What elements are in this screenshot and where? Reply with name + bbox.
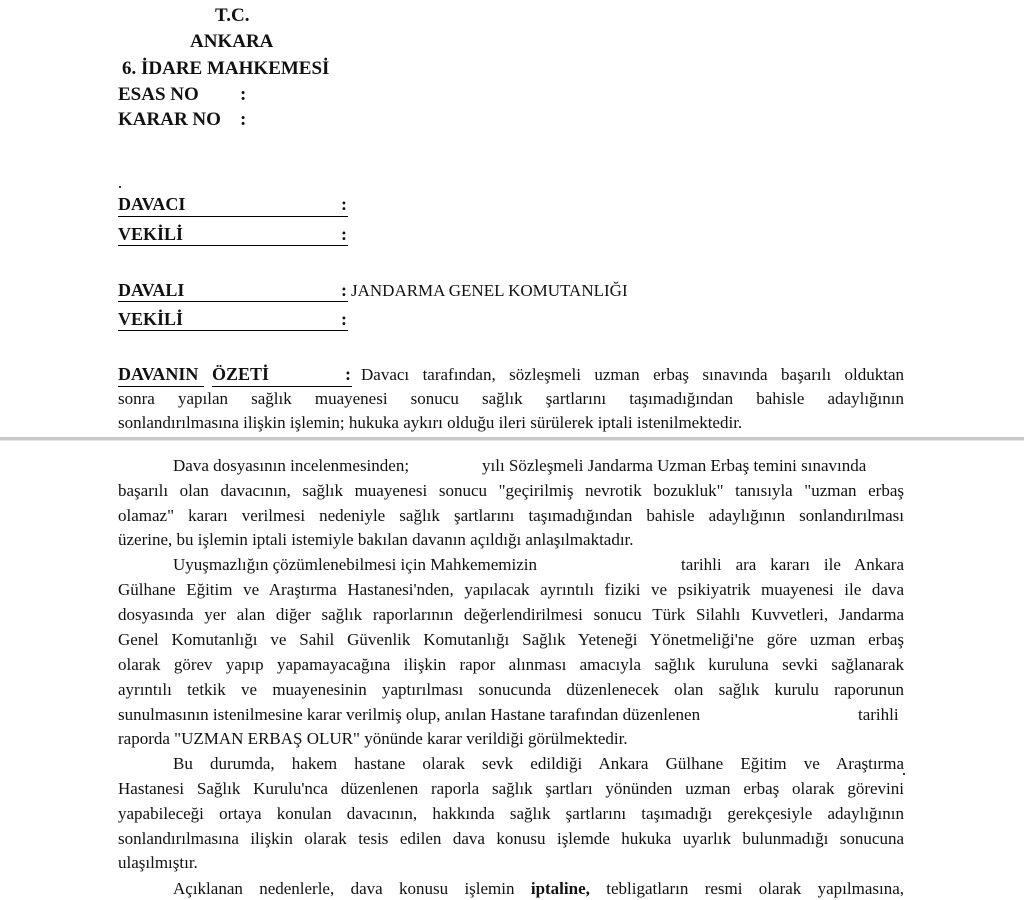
p2-line-3: dosyasında yer alan diğer sağlık raporlarının değerlendirilmesi sonucu Türk Silahlı Kuvvetleri, Jandarma — [118, 605, 904, 624]
p2-line-4: Genel Komutanlığı ve Sahil Güvenlik Komutanlığı Sağlık Yeteneği Yönetmeliği'ne göre uzman erbaş — [118, 630, 904, 649]
p2-line-7b: tarihli — [858, 705, 899, 724]
summary-line-1: Davacı tarafından, sözleşmeli uzman erbaş sınavında başarılı olduktan — [361, 365, 904, 384]
karar-no-label: KARAR NO — [118, 109, 221, 130]
davaci-underline — [118, 216, 348, 217]
p4-line-1 — [173, 879, 904, 899]
esas-no-colon: : — [240, 84, 247, 105]
p2-line-1b: tarihli ara kararı ile Ankara — [681, 555, 904, 574]
davali-vekili-label: VEKİLİ — [118, 309, 184, 329]
p3-line-2: Hastanesi Sağlık Kurulu'nca düzenlenen raporla sağlık şartları yönünden uzman erbaş olarak görevini — [118, 779, 904, 798]
stray-mark — [903, 773, 905, 775]
p1-line-2: başarılı olan davacının, sağlık muayenesi sonucu "geçirilmiş nevrotik bozukluk" tanısıyla "uzman erbaş — [118, 481, 904, 500]
summary-label-davanin: DAVANIN — [118, 364, 199, 384]
davali-underline — [118, 301, 348, 302]
p3-line-4: sonlandırılmasına ilişkin olarak tesis edilen dava konusu işlemde hukuka uyarlık bulunmadığı sonucuna — [118, 829, 904, 848]
davaci-vekili-underline — [118, 245, 348, 246]
p2-line-2: Gülhane Eğitim ve Araştırma Hastanesi'nden, yapılacak ayrıntılı fiziki ve psikiyatrik muayenesi ile dava — [118, 580, 904, 599]
summary-colon: : — [345, 364, 351, 384]
p2-line-5: olarak görev yapıp yapamayacağına ilişkin rapor alınması amacıyla sağlık kuruluna sevki sağlanarak — [118, 655, 904, 674]
p2-line-7a: sunulmasının istenilmesine karar verilmiş olup, anılan Hastane tarafından düzenlenen — [118, 705, 701, 724]
p4-text-after: tebligatların resmi olarak yapılmasına, — [606, 879, 904, 898]
davali-colon: : — [341, 280, 347, 300]
summary-underline-1 — [118, 386, 204, 387]
stray-mark — [119, 186, 121, 188]
esas-no-label: ESAS NO — [118, 84, 199, 105]
court-name: 6. İDARE MAHKEMESİ — [122, 58, 330, 79]
summary-underline-2 — [212, 386, 352, 387]
davali-vekili-colon: : — [341, 309, 347, 329]
p4-text-bold: iptaline, — [530, 879, 590, 898]
p1-line-3: olamaz" kararı verilmesi nedeniyle sağlık şartlarını taşımadığından bahisle adaylığının sonlandırılması — [118, 506, 904, 525]
karar-no-colon: : — [240, 109, 247, 130]
p4-text-before: Açıklanan nedenlerle, dava konusu işlemin — [173, 879, 515, 898]
davali-vekili-underline — [118, 330, 348, 331]
p3-line-1: Bu durumda, hakem hastane olarak sevk edildiği Ankara Gülhane Eğitim ve Araştırma — [173, 754, 904, 773]
davaci-vekili-label: VEKİLİ — [118, 224, 184, 244]
p2-line-8: raporda "UZMAN ERBAŞ OLUR" yönünde karar verildiği görülmektedir. — [118, 729, 628, 748]
davali-label: DAVALI — [118, 280, 185, 300]
davaci-vekili-colon: : — [341, 224, 347, 244]
p1-line-1b: yılı Sözleşmeli Jandarma Uzman Erbaş temini sınavında — [482, 456, 867, 475]
summary-line-3: sonlandırılmasına ilişkin işlemin; hukuka aykırı olduğu ileri sürülerek iptali istenilmektedir. — [118, 413, 743, 432]
page-break-divider — [0, 437, 1024, 441]
p1-line-4: üzerine, bu işlemin iptali istemiyle bakılan davanın açıldığı anlaşılmaktadır. — [118, 530, 634, 549]
davaci-label: DAVACI — [118, 194, 186, 214]
header-tc: T.C. — [215, 5, 250, 26]
davaci-colon: : — [341, 194, 347, 214]
summary-label-ozeti: ÖZETİ — [212, 364, 270, 384]
davali-value: JANDARMA GENEL KOMUTANLIĞI — [351, 281, 628, 300]
p2-line-1a: Uyuşmazlığın çözümlenebilmesi için Mahkememizin — [173, 555, 537, 574]
p3-line-3: yapabileceği ortaya konulan davacının, hakkında sağlık şartlarını taşımadığı gerekçesiyle adaylığının — [118, 804, 904, 823]
header-city: ANKARA — [190, 31, 274, 52]
p2-line-6: ayrıntılı tetkik ve muayenesinin yaptırılması sonucunda düzenlenecek olan sağlık kurulu raporunun — [118, 680, 904, 699]
summary-line-2: sonra yapılan sağlık muayenesi sonucu sağlık şartlarını taşımadığından bahisle adaylığının — [118, 389, 904, 408]
p3-line-5: ulaşılmıştır. — [118, 853, 198, 872]
p1-line-1a: Dava dosyasının incelenmesinden; — [173, 456, 410, 475]
